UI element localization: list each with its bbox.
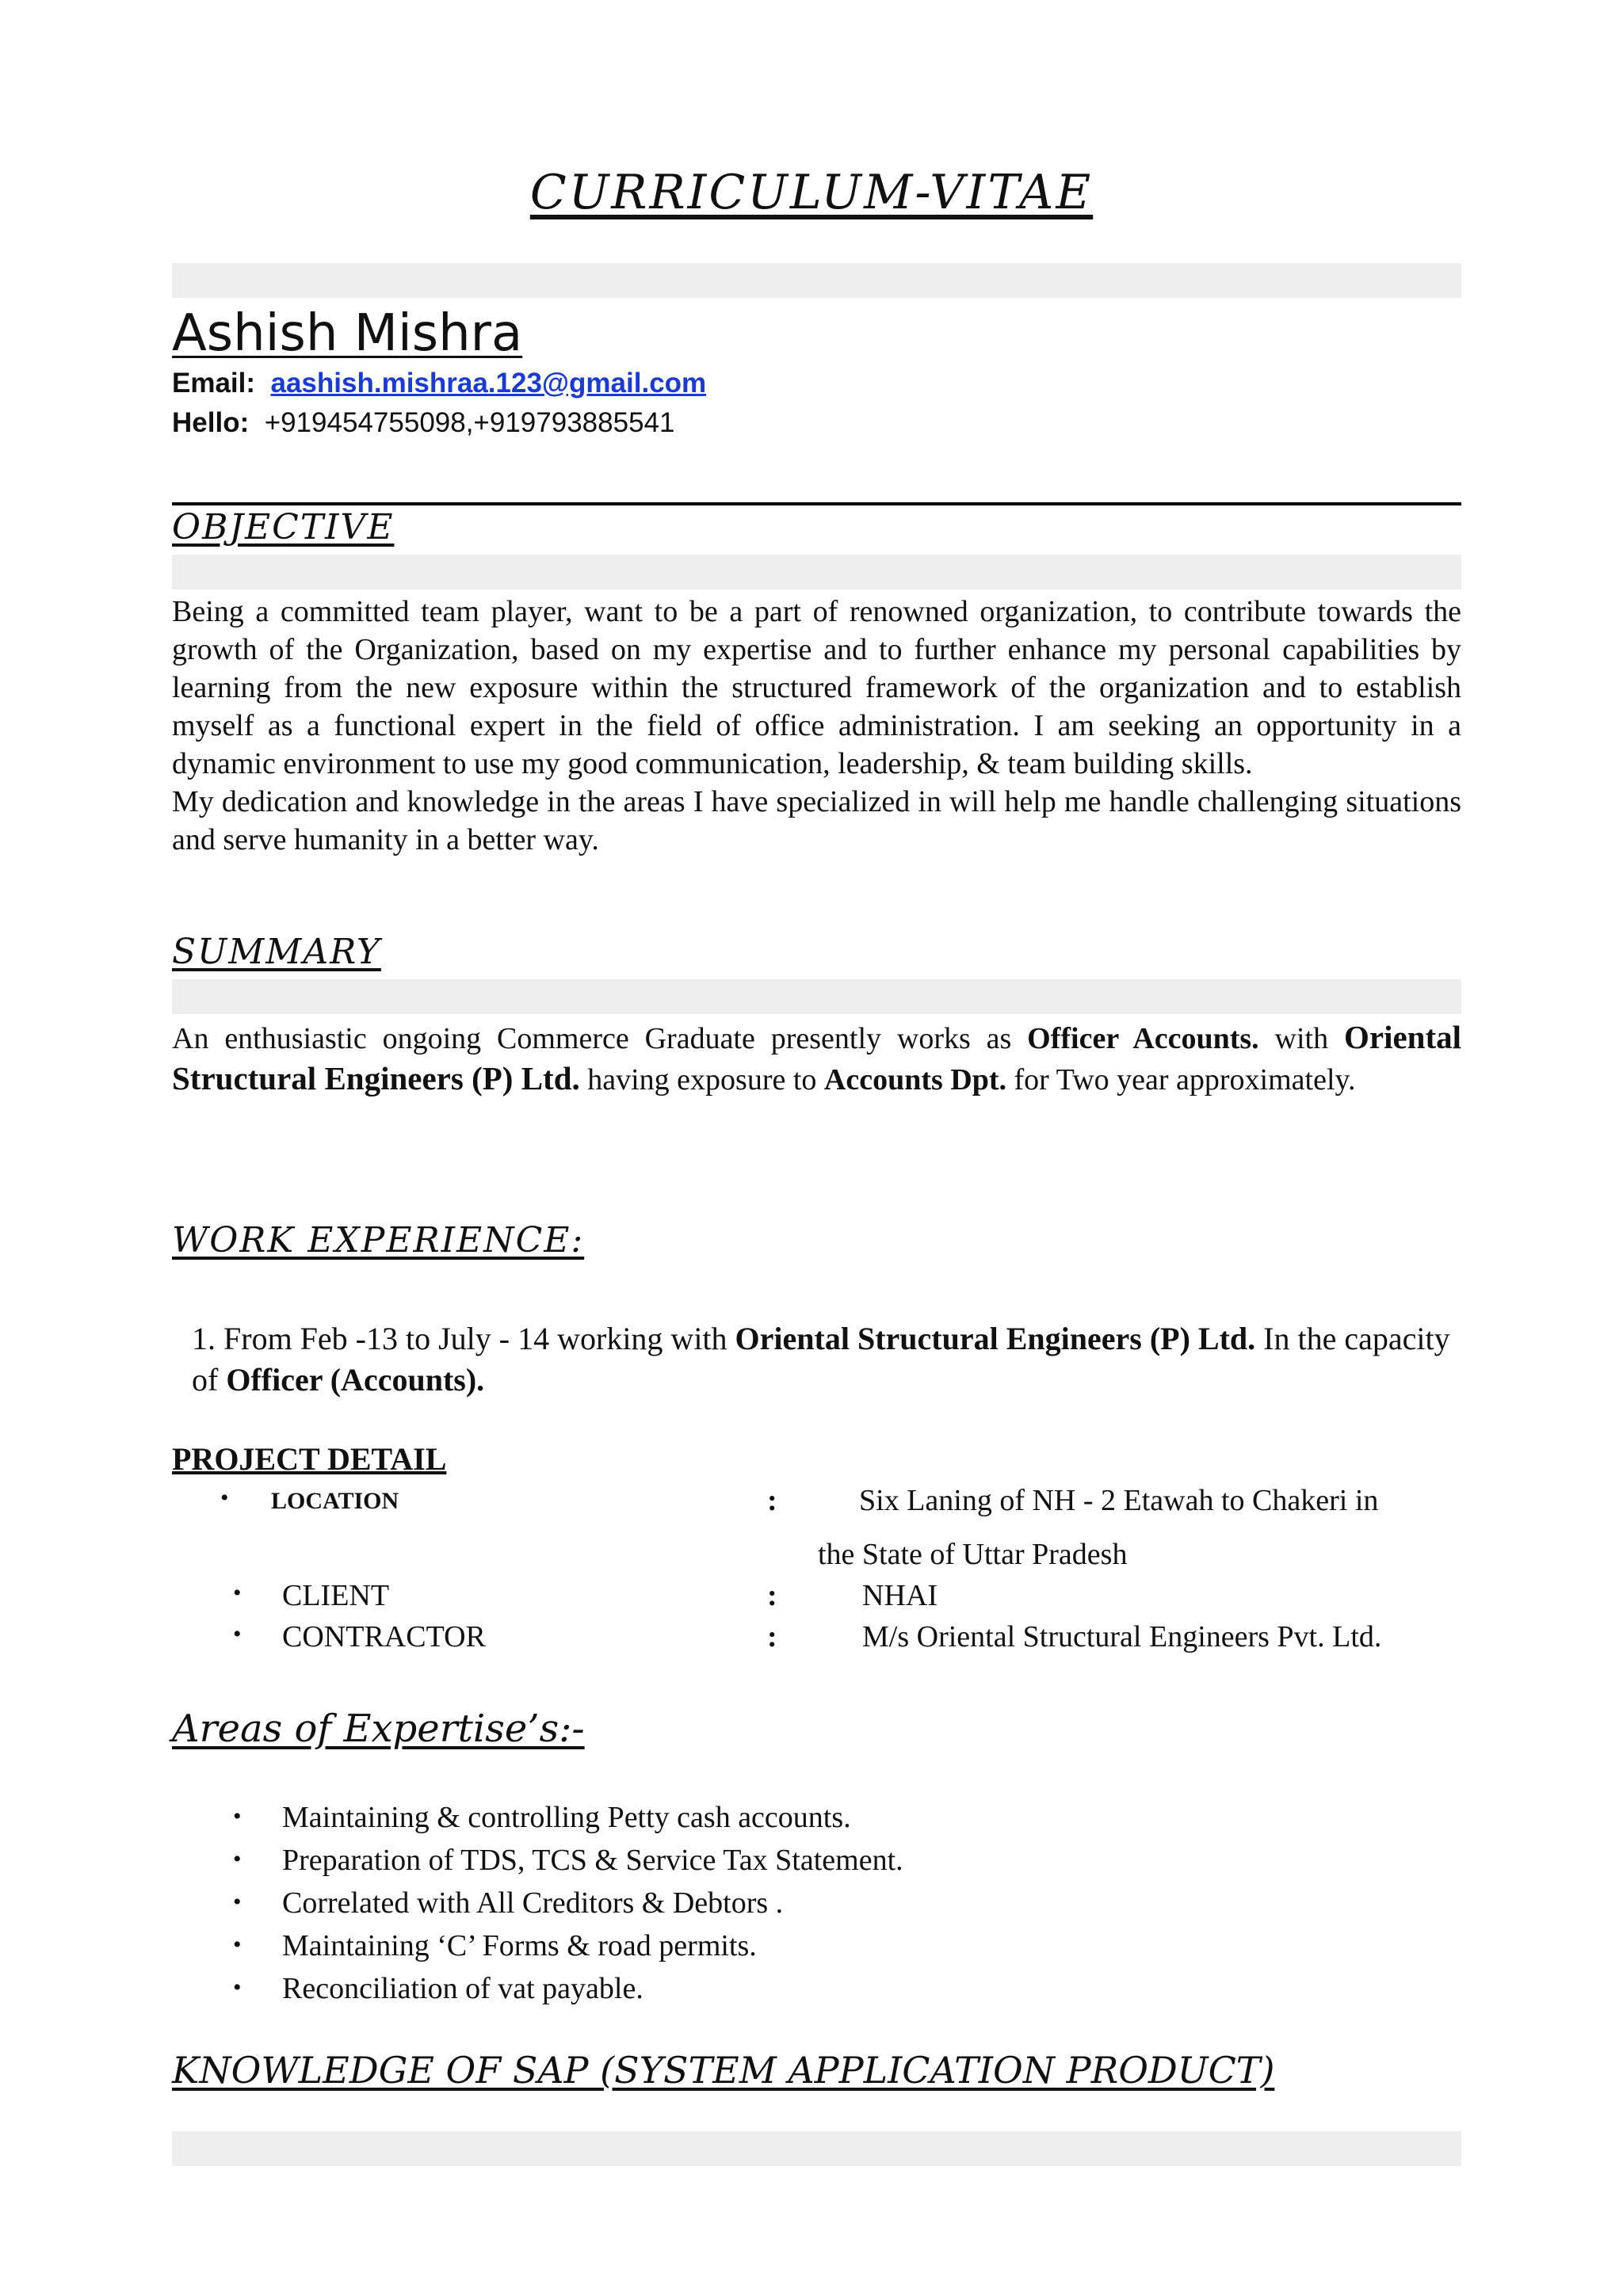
- expertise-item-text: Reconciliation of vat payable.: [282, 1972, 643, 2005]
- candidate-name: Ashish Mishra: [172, 304, 523, 363]
- list-item: [220, 1971, 1457, 2014]
- summary-heading: SUMMARY: [172, 932, 381, 972]
- objective-text: [172, 593, 1461, 859]
- work-experience-item: [192, 1318, 1460, 1401]
- summary-text-c: having exposure to: [579, 1063, 824, 1097]
- sap-heading: KNOWLEDGE OF SAP (SYSTEM APPLICATION PRODUCT): [172, 2049, 1275, 2092]
- bullet-icon: •: [233, 1932, 242, 1958]
- list-item: [220, 1928, 1457, 1971]
- summary-text-a: An enthusiastic ongoing Commerce Graduate presently works as: [172, 1022, 1028, 1055]
- objective-paragraph-2: My dedication and knowledge in the areas I have specialized in will help me handle challenging situations and serve humanity in a better way.: [172, 785, 1461, 856]
- header-divider: [172, 502, 1461, 505]
- work-item-role: Officer (Accounts).: [226, 1362, 485, 1398]
- list-item: [220, 1843, 1457, 1886]
- phone-number: +919454755098,+919793885541: [264, 407, 675, 438]
- project-value-location-cont: the State of Uttar Pradesh: [818, 1538, 1128, 1571]
- bullet-icon: •: [233, 1803, 242, 1829]
- project-value-contractor: M/s Oriental Structural Engineers Pvt. Ltd.: [862, 1620, 1382, 1653]
- list-item: [220, 1800, 1457, 1843]
- bullet-icon: •: [233, 1974, 242, 2000]
- project-value-client: NHAI: [862, 1579, 938, 1612]
- bullet-icon: •: [233, 1846, 242, 1872]
- objective-band: [172, 555, 1461, 589]
- sap-band: [172, 2131, 1461, 2166]
- summary-text-b: with: [1258, 1022, 1344, 1055]
- email-label: Email:: [172, 368, 256, 399]
- objective-paragraph-1: Being a committed team player, want to be a part of renowned organization, to contribute towards the growth of the Organization, based on my expertise and to further enhance my personal capabilities by learning from the new exposure within the structured framework of the organization and to establish myself as a functional expert in the field of office administration. I am seeking an opportunity in a dynamic environment to use my good communication, leadership, & team building skills.: [172, 595, 1461, 780]
- phone-label: Hello:: [172, 407, 250, 438]
- email-line: [172, 368, 706, 399]
- bullet-icon: •: [220, 1485, 229, 1511]
- expertise-item-text: Maintaining & controlling Petty cash accounts.: [282, 1801, 851, 1834]
- project-label-location: LOCATION: [271, 1488, 399, 1514]
- phone-line: [172, 407, 674, 439]
- summary-band: [172, 979, 1461, 1014]
- work-item-company: Oriental Structural Engineers (P) Ltd.: [735, 1321, 1256, 1356]
- bullet-icon: •: [233, 1621, 242, 1647]
- project-value-location: Six Laning of NH - 2 Etawah to Chakeri in: [859, 1484, 1379, 1517]
- work-experience-heading: WORK EXPERIENCE:: [172, 1220, 585, 1261]
- work-item-text-b: In the capacity of: [192, 1321, 1450, 1398]
- expertise-item-text: Preparation of TDS, TCS & Service Tax Statement.: [282, 1844, 903, 1877]
- header-band: [172, 263, 1461, 298]
- email-link[interactable]: aashish.mishraa.123@gmail.com: [270, 368, 707, 399]
- project-detail-heading: PROJECT DETAIL: [172, 1441, 447, 1477]
- objective-heading: OBJECTIVE: [172, 507, 395, 547]
- expertise-heading: Areas of Expertise’s:-: [172, 1707, 585, 1751]
- expertise-item-text: Correlated with All Creditors & Debtors .: [282, 1886, 784, 1920]
- list-item: [220, 1886, 1457, 1928]
- summary-company: Oriental Structural Engineers (P) Ltd.: [172, 1019, 1462, 1097]
- summary-text: [172, 1017, 1461, 1100]
- project-colon-contractor: :: [767, 1620, 777, 1653]
- bullet-icon: •: [233, 1580, 242, 1606]
- work-item-text-a: 1. From Feb -13 to July - 14 working with: [192, 1321, 735, 1356]
- expertise-item-text: Maintaining ‘C’ Forms & road permits.: [282, 1929, 757, 1962]
- project-label-contractor: CONTRACTOR: [282, 1620, 486, 1653]
- summary-text-d: for Two year approximately.: [1006, 1063, 1356, 1097]
- project-label-client: CLIENT: [282, 1579, 390, 1612]
- bullet-icon: •: [233, 1889, 242, 1915]
- summary-department: Accounts Dpt.: [823, 1063, 1007, 1097]
- project-colon-client: :: [767, 1579, 777, 1612]
- expertise-list: [220, 1800, 1457, 2014]
- summary-role: Officer Accounts.: [1027, 1022, 1259, 1055]
- document-title: CURRICULUM-VITAE: [529, 165, 1094, 220]
- project-colon-location: :: [767, 1484, 777, 1517]
